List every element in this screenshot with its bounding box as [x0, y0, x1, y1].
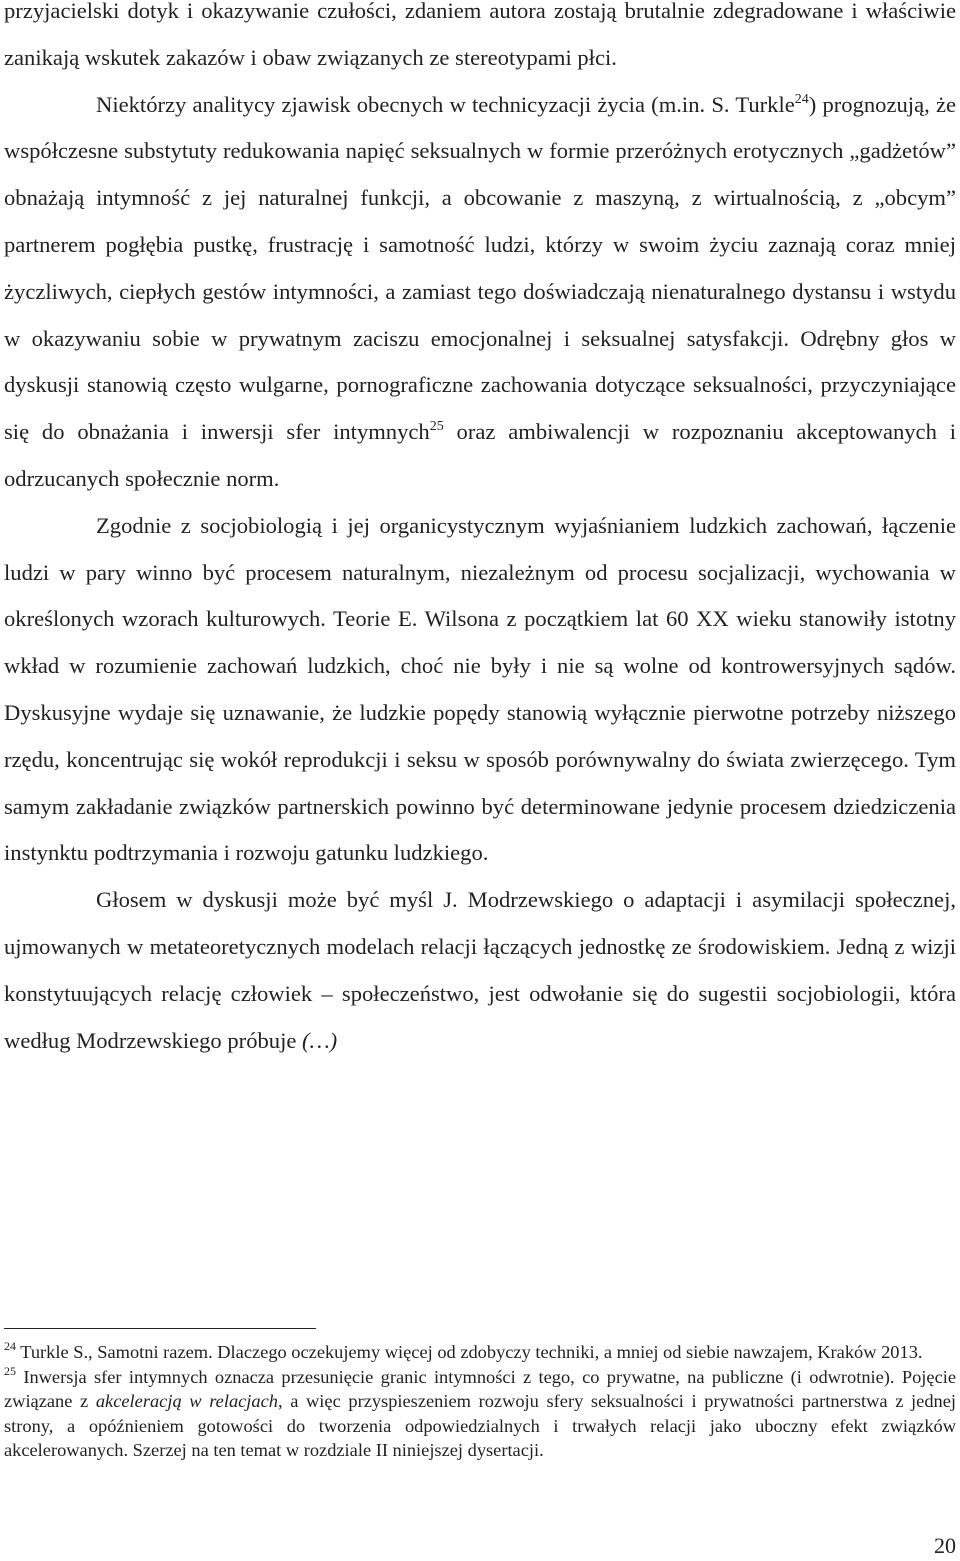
paragraph-4	[4, 877, 956, 1064]
footnote-25	[4, 1365, 956, 1463]
footnote-25-text-b: , a więc przyspieszeniem rozwoju sfery seksualności i prywatności partnerstwa z jednej strony, a opóźnieniem gotowości do tworzenia odpowiedzialnych i trwałych relacji jako uboczny efekt związków akcelerowanych. Szerzej na ten temat w rozdziale II niniejszej dysertacji.	[4, 1391, 956, 1461]
footnote-separator	[4, 1328, 316, 1329]
footnote-ref-25[interactable]: 25	[429, 419, 444, 435]
paragraph-2-part-c: oraz ambiwalencji w rozpoznaniu akceptowanych i odrzucanych społecznie norm.	[4, 419, 956, 491]
paragraph-2-part-b: ) prognozują, że współczesne substytuty redukowania napięć seksualnych w formie przeróżnych erotycznych „gadżetów” obnażają intymność z jej naturalnej funkcji, a obcowanie z maszyną, z wirtualnością, z „obcym” partnerem pogłębia pustkę, frustrację i samotność ludzi, którzy w swoim życiu zaznają coraz mniej życzliwych, ciepłych gestów intymności, a zamiast tego doświadczają nienaturalnego dystansu i wstydu w okazywaniu sobie w prywatnym zaciszu emocjonalnej i seksualnej satysfakcji. Odrębny głos w dyskusji stanowią często wulgarne, pornograficzne zachowania dotyczące seksualności, przyczyniające się do obnażania i inwersji sfer intymnych	[4, 91, 957, 445]
footnote-24	[4, 1340, 956, 1365]
paragraph-2	[4, 82, 956, 503]
paragraph-3: Zgodnie z socjobiologią i jej organicystycznym wyjaśnianiem ludzkich zachowań, łączenie ludzi w pary winno być procesem naturalnym, niezależnym od procesu socjalizacji, wychowania w określonych wzorach kulturowych. Teorie E. Wilsona z początkiem lat 60 XX wieku stanowiły istotny wkład w rozumienie zachowań ludzkich, choć nie były i nie są wolne od kontrowersyjnych sądów. Dyskusyjne wydaje się uznawanie, że ludzkie popędy stanowią wyłącznie pierwotne potrzeby niższego rzędu, koncentrując się wokół reprodukcji i seksu w sposób porównywalny do świata zwierzęcego. Tym samym zakładanie związków partnerskich powinno być determinowane jedynie procesem dziedziczenia instynktu podtrzymania i rozwoju gatunku ludzkiego.	[4, 512, 956, 866]
footnote-24-text: Turkle S., Samotni razem. Dlaczego oczekujemy więcej od zdobyczy techniki, a mniej od siebie nawzajem, Kraków 2013.	[16, 1342, 923, 1362]
footnote-24-number: 24	[4, 1339, 16, 1353]
paragraph-4-text: Głosem w dyskusji może być myśl J. Modrzewskiego o adaptacji i asymilacji społecznej, ujmowanych w metateoretycznych modelach relacji łączących jednostkę ze środowiskiem. Jedną z wizji konstytuujących relację człowiek – społeczeństwo, jest odwołanie się do sugestii socjobiologii, która według Modrzewskiego próbuje	[4, 887, 956, 1053]
paragraph-4-ellipsis: (…)	[302, 1027, 338, 1053]
footnote-25-text-a: Inwersja sfer intymnych oznacza przesunięcie granic intymności z tego, co prywatne, na publiczne (i odwrotnie). Pojęcie związane z	[4, 1366, 956, 1412]
paragraph-2-part-a: Niektórzy analitycy zjawisk obecnych w technicyzacji życia (m.in. S. Turkle	[96, 91, 795, 117]
paragraph-1: przyjacielski dotyk i okazywanie czułości, zdaniem autora zostają brutalnie zdegradowane i właściwie zanikają wskutek zakazów i obaw związanych ze stereotypami płci.	[4, 0, 956, 70]
footnote-ref-24[interactable]: 24	[794, 91, 809, 107]
main-text	[4, 0, 956, 1064]
footnotes	[4, 1340, 956, 1463]
footnote-25-italic: akceleracją w relacjach	[95, 1391, 278, 1412]
page-number: 20	[934, 1533, 956, 1558]
footnote-25-number: 25	[4, 1363, 16, 1378]
